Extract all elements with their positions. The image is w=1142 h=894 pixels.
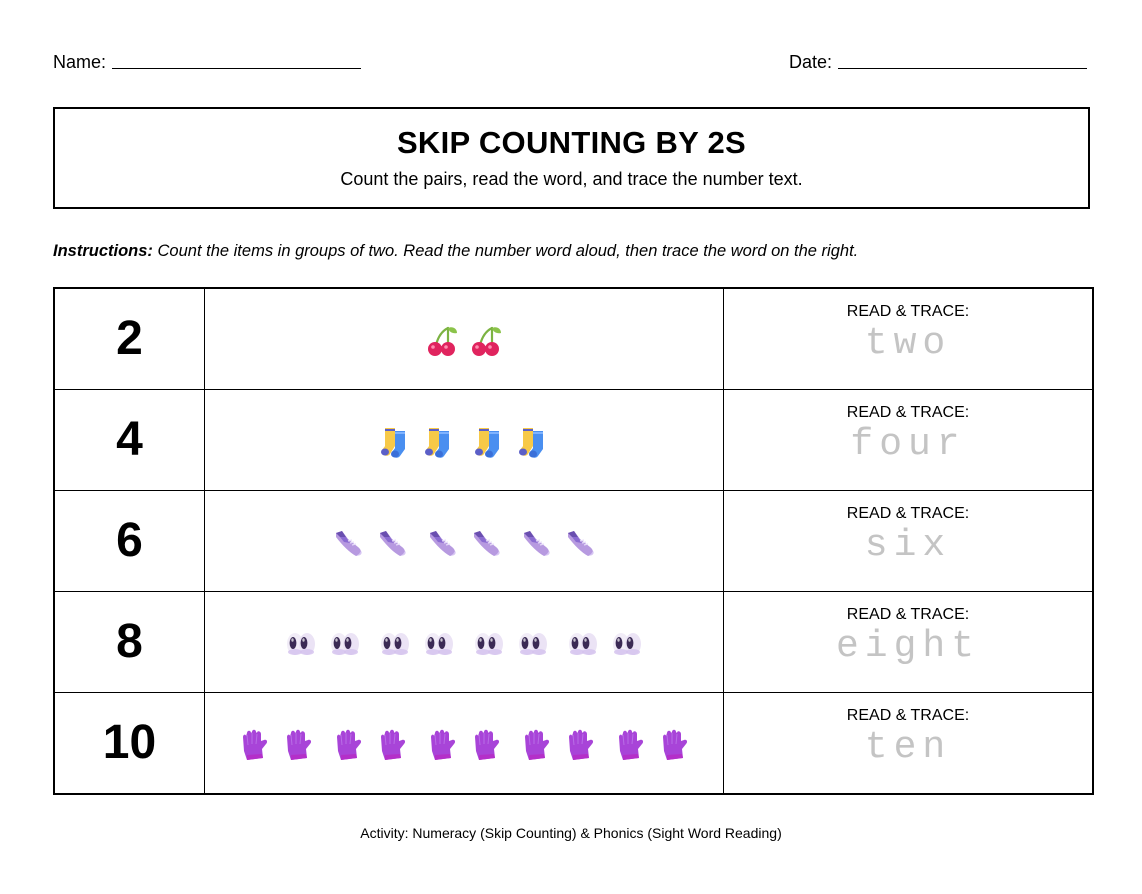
eyes-icon bbox=[377, 626, 413, 662]
item-group bbox=[377, 416, 551, 460]
count-number: 8 bbox=[54, 592, 205, 693]
gloves-icon bbox=[518, 727, 554, 763]
socks-icon bbox=[377, 424, 413, 460]
eyes-icon bbox=[327, 626, 363, 662]
cherries-icon bbox=[468, 323, 504, 359]
footer-activity: Activity: Numeracy (Skip Counting) & Phonics (Sight Word Reading) bbox=[360, 825, 782, 841]
eyes-icon bbox=[283, 626, 319, 662]
gloves-icon bbox=[562, 727, 598, 763]
trace-word[interactable]: ten bbox=[864, 726, 952, 769]
item-group bbox=[424, 315, 504, 359]
running-shoe-icon bbox=[562, 525, 598, 561]
items-cell bbox=[205, 390, 724, 491]
eyes-icon bbox=[565, 626, 601, 662]
instructions bbox=[53, 240, 858, 262]
instructions-text: Count the items in groups of two. Read the number word aloud, then trace the word on the right. bbox=[152, 242, 859, 260]
item-pair bbox=[424, 323, 504, 359]
item-pair bbox=[377, 424, 457, 460]
item-group bbox=[283, 618, 645, 662]
table-row bbox=[54, 288, 1093, 390]
read-trace-label: READ & TRACE: bbox=[846, 606, 970, 623]
eyes-icon bbox=[421, 626, 457, 662]
cherries-icon bbox=[424, 323, 460, 359]
header-row bbox=[53, 50, 1090, 74]
items-cell bbox=[205, 491, 724, 592]
item-group bbox=[330, 517, 598, 561]
trace-cell bbox=[724, 693, 1094, 795]
table-row bbox=[54, 592, 1093, 693]
socks-icon bbox=[515, 424, 551, 460]
trace-cell bbox=[724, 288, 1094, 390]
instructions-label: Instructions: bbox=[53, 242, 153, 260]
item-pair bbox=[565, 626, 645, 662]
count-number: 6 bbox=[54, 491, 205, 592]
item-pair bbox=[424, 525, 504, 561]
item-pair bbox=[518, 525, 598, 561]
trace-word[interactable]: four bbox=[850, 423, 966, 466]
date-line[interactable] bbox=[838, 68, 1087, 69]
gloves-icon bbox=[280, 727, 316, 763]
socks-icon bbox=[471, 424, 507, 460]
running-shoe-icon bbox=[468, 525, 504, 561]
items-cell bbox=[205, 693, 724, 795]
read-trace-label: READ & TRACE: bbox=[846, 505, 970, 522]
trace-word[interactable]: two bbox=[864, 322, 952, 365]
item-pair bbox=[424, 727, 504, 763]
gloves-icon bbox=[468, 727, 504, 763]
item-pair bbox=[471, 424, 551, 460]
item-pair bbox=[518, 727, 598, 763]
running-shoe-icon bbox=[518, 525, 554, 561]
skip-count-table bbox=[53, 287, 1094, 795]
item-pair bbox=[330, 525, 410, 561]
gloves-icon bbox=[656, 727, 692, 763]
running-shoe-icon bbox=[330, 525, 366, 561]
name-label: Name: bbox=[53, 52, 107, 72]
date-field[interactable] bbox=[789, 50, 1087, 74]
eyes-icon bbox=[515, 626, 551, 662]
socks-icon bbox=[421, 424, 457, 460]
count-number: 4 bbox=[54, 390, 205, 491]
item-pair bbox=[377, 626, 457, 662]
trace-cell bbox=[724, 390, 1094, 491]
trace-cell bbox=[724, 592, 1094, 693]
worksheet-subtitle: Count the pairs, read the word, and trace the number text. bbox=[340, 169, 803, 189]
title-box bbox=[53, 107, 1090, 209]
table-row bbox=[54, 390, 1093, 491]
items-cell bbox=[205, 592, 724, 693]
gloves-icon bbox=[236, 727, 272, 763]
items-cell bbox=[205, 288, 724, 390]
gloves-icon bbox=[612, 727, 648, 763]
table-row bbox=[54, 693, 1093, 795]
count-number: 2 bbox=[54, 288, 205, 390]
running-shoe-icon bbox=[374, 525, 410, 561]
item-pair bbox=[236, 727, 316, 763]
eyes-icon bbox=[609, 626, 645, 662]
trace-word[interactable]: six bbox=[864, 524, 952, 567]
date-label: Date: bbox=[789, 52, 833, 72]
item-pair bbox=[471, 626, 551, 662]
running-shoe-icon bbox=[424, 525, 460, 561]
trace-word[interactable]: eight bbox=[835, 625, 981, 668]
gloves-icon bbox=[424, 727, 460, 763]
item-pair bbox=[612, 727, 692, 763]
name-line[interactable] bbox=[112, 68, 361, 69]
read-trace-label: READ & TRACE: bbox=[846, 404, 970, 421]
trace-cell bbox=[724, 491, 1094, 592]
gloves-icon bbox=[330, 727, 366, 763]
item-group bbox=[236, 719, 692, 763]
read-trace-label: READ & TRACE: bbox=[846, 303, 970, 320]
item-pair bbox=[283, 626, 363, 662]
name-field[interactable] bbox=[53, 50, 361, 74]
table-row bbox=[54, 491, 1093, 592]
gloves-icon bbox=[374, 727, 410, 763]
item-pair bbox=[330, 727, 410, 763]
read-trace-label: READ & TRACE: bbox=[846, 707, 970, 724]
eyes-icon bbox=[471, 626, 507, 662]
worksheet-title: SKIP COUNTING BY 2S bbox=[396, 125, 747, 160]
count-number: 10 bbox=[54, 693, 205, 795]
